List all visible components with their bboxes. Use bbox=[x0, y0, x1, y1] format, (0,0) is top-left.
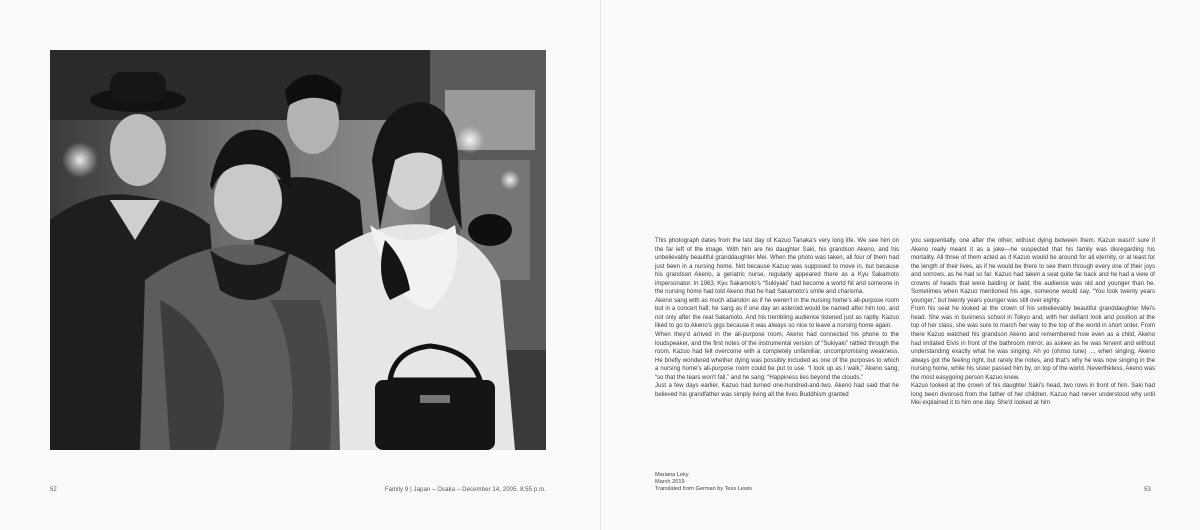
paragraph: This photograph dates from the last day of Kazuo Tanaka's very long life. We see him on the far left of the image. With him are his daughter Saki, his grandson Akeno, and his unbelievably beautiful granddaughter Mei. When the photo was taken, all four of them had just been in a nursing home. Not because Kazuo was supposed to move in, but because his grandson Akeno, a geriatric nurse, regularly appeared there as a Kyu Sakamoto impersonator. In 1963, Kyu Sakamoto's “Sukiyaki” had become a world hit and someone in the nursing home had told Akeno that he had Sakamoto's smile and charisma. bbox=[655, 238, 899, 296]
paragraph: you sequentially, one after the other, without dying between them. Kazuo wasn't sure if Akeno really meant it as a joke—he suspected that his family was disregarding his mortality. All three of them acted as if Kazuo would be around for all eternity, or at least for the length of their lives, as if he would be there to see them through every one of their joys and sorrows, as he had so far. Kazuo had taken a seat quite far back and he had a view of crowns of heads that were balding or bald; the audience was old and younger than he. Sometimes when Kazuo mentioned his age, someone would say, “You look twenty years younger,” but twenty years younger was still over eighty. bbox=[911, 238, 1155, 304]
text-column-2 bbox=[911, 237, 1155, 408]
right-page bbox=[600, 0, 1200, 530]
page-number-right: 53 bbox=[1144, 487, 1151, 493]
author-name: Mariana Leky bbox=[655, 472, 689, 478]
credits bbox=[655, 472, 752, 493]
page-number-left: 52 bbox=[50, 487, 57, 493]
family-portrait-photo bbox=[50, 50, 546, 450]
paragraph: When they'd arrived in the all-purpose room, Akeno had connected his phone to the loudspeaker, and the first notes of the instrumental version of “Sukiyaki” rattled through the room. Kazuo had felt overcome with a completely unfamiliar, uncompromising weakness. He briefly wondered whether dying was possibly included as one of the purposes to which a nursing home's all-purpose room could be put to use. “I look up as I walk,” Akeno sang, “so that the tears won't fall,” and he sang: “Happiness lies beyond the clouds.” bbox=[655, 332, 899, 381]
translation-credit: Translated from German by Tess Lewis bbox=[655, 486, 752, 492]
paragraph: Kazuo looked at the crown of his daughter Saki's head, two rows in front of him. Saki had long been divorced from the father of her children. Kazuo had never understood why until Mei explained it to him one day. She'd looked at him bbox=[911, 383, 1155, 407]
photo-caption: Family 9 | Japan – Osaka – December 14, 2005, 8:55 p.m. bbox=[384, 487, 546, 493]
paragraph: Akeno sang with as much abandon as if he weren't in the nursing home's all-purpose room but in a concert hall; he sang as if one day an asteroid would be named after him too, and not only after the real Sakamoto. And his trembling audience listened just as raptly. Kazuo liked to go to Akeno's gigs because it was always so nice to leave a nursing home again. bbox=[655, 297, 899, 330]
paragraph: From his seat he looked at the crown of his unbelievably beautiful granddaughter Mei's head. She was in business school in Tokyo and, with her defiant look and position at the top of her class, she was sure to march her way to the top of the world in short order. From there Kazuo watched his grandson Akeno and remembered how even as a child, Akeno had imitated Elvis in front of the bathroom mirror, as askew as he was fervent and without understanding exactly what he was singing. Ah yo (ohnso tune) ..., when singing, Akeno always got the feeling right, but rarely the notes, and that's why he was now singing in the nursing home, while his sister passed him by, on top of the world. Nevertheless, Akeno was the most easygoing person Kazuo knew. bbox=[911, 306, 1155, 381]
text-column-1 bbox=[655, 237, 899, 399]
family-portrait-photo-icon bbox=[50, 50, 546, 450]
credit-date: March 2019 bbox=[655, 479, 685, 485]
paragraph: Just a few days earlier, Kazuo had turned one-hundred-and-two. Akeno had said that he believed his grandfather was simply living all the lives Buddhism granted bbox=[655, 383, 899, 398]
